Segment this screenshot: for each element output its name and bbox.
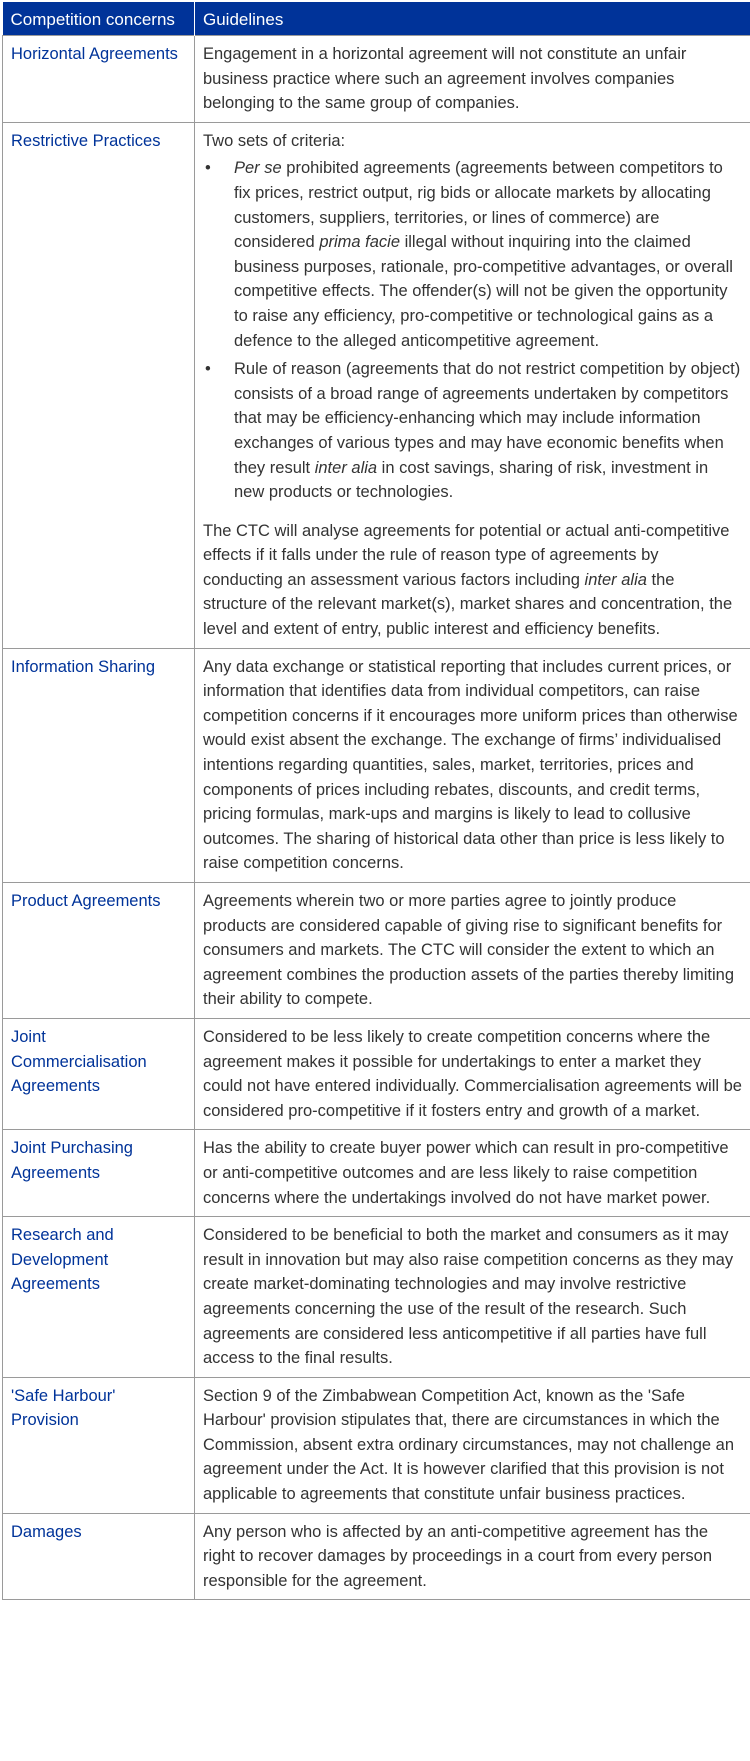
- concern-cell: Joint Purchasing Agreements: [3, 1130, 195, 1217]
- guideline-cell: Any person who is affected by an anti-competitive agreement has the right to recover damages by proceedings in a court from every person responsible for the agreement.: [195, 1513, 750, 1600]
- concern-cell: Research and Development Agreements: [3, 1217, 195, 1378]
- emphasis-text: prima facie: [319, 233, 401, 252]
- table-row: [3, 1217, 750, 1378]
- list-item: [203, 357, 742, 505]
- guideline-cell: Section 9 of the Zimbabwean Competition Act, known as the 'Safe Harbour' provision stipulates that, there are circumstances in which the Commission, absent extra ordinary circumstances, may not challenge an agreement under the Act. It is however clarified that this provision is not applicable to agreements that constitute unfair business practices.: [195, 1377, 750, 1513]
- header-competition-concerns: Competition concerns: [3, 2, 195, 36]
- bullet-icon: •: [205, 360, 211, 379]
- table-row: [3, 648, 750, 882]
- concern-cell: Damages: [3, 1513, 195, 1600]
- guideline-intro: Two sets of criteria:: [203, 131, 346, 150]
- guideline-cell: Considered to be beneficial to both the market and consumers as it may result in innovation but may also raise competition concerns as they may create market-dominating technologies and may involve restrictive agreements concerning the use of the result of the research. Such agreements are considered less anticompetitive if all parties have full access to the final results.: [195, 1217, 750, 1378]
- guideline-conclusion: [203, 519, 742, 642]
- paragraph-text: the structure of the relevant market(s), market shares and concentration, the level and extent of entry, public interest and efficiency benefits.: [203, 570, 733, 639]
- list-item: [203, 156, 742, 353]
- paragraph-text: The CTC will analyse agreements for potential or actual anti-competitive effects if it falls under the rule of reason type of agreements by conducting an assessment various factors including: [203, 521, 730, 589]
- list-item-text: in cost savings, sharing of risk, investment in new products or technologies.: [234, 458, 709, 502]
- concern-cell: Joint Commercialisation Agreements: [3, 1018, 195, 1129]
- bullet-icon: •: [205, 159, 211, 178]
- header-guidelines: Guidelines: [195, 2, 750, 36]
- table-row: [3, 122, 750, 648]
- emphasis-text: inter alia: [314, 458, 378, 477]
- criteria-list: [203, 156, 742, 504]
- table-row: [3, 1130, 750, 1217]
- guideline-cell: Considered to be less likely to create competition concerns where the agreement makes it possible for undertakings to enter a market they could not have entered individually. Commercialisation agreements will be considered pro-competitive if it fosters entry and growth of a market.: [195, 1018, 750, 1129]
- concern-cell: Restrictive Practices: [3, 122, 195, 648]
- concern-cell: Product Agreements: [3, 883, 195, 1019]
- guideline-cell: [195, 122, 750, 648]
- guidelines-table: [2, 2, 750, 1600]
- concern-cell: Horizontal Agreements: [3, 36, 195, 123]
- guideline-cell: Has the ability to create buyer power which can result in pro-competitive or anti-competitive outcomes and are less likely to raise competition concerns where the undertakings involved do not have market power.: [195, 1130, 750, 1217]
- table-row: [3, 883, 750, 1019]
- guideline-cell: Agreements wherein two or more parties agree to jointly produce products are considered capable of giving rise to significant benefits for consumers and markets. The CTC will consider the extent to which an agreement combines the production assets of the parties thereby limiting their ability to compete.: [195, 883, 750, 1019]
- guideline-cell: Engagement in a horizontal agreement will not constitute an unfair business practice where such an agreement involves companies belonging to the same group of companies.: [195, 36, 750, 123]
- table-row: [3, 1377, 750, 1513]
- concern-cell: Information Sharing: [3, 648, 195, 882]
- guideline-cell: Any data exchange or statistical reporting that includes current prices, or information that identifies data from individual competitors, can raise competition concerns if it encourages more uniform prices than otherwise would exist absent the exchange. The exchange of firms’ individualised intentions regarding quantities, sales, market, territories, prices and components of prices including rebates, discounts, and credit terms, pricing formulas, mark-ups and margins is likely to lead to collusive outcomes. The sharing of historical data other than price is less likely to raise competition concerns.: [195, 648, 750, 882]
- emphasis-text: inter alia: [584, 570, 647, 589]
- table-row: [3, 36, 750, 123]
- list-item-text: Rule of reason (agreements that do not restrict competition by object) consists of a broad range of agreements undertaken by competitors that may be efficiency-enhancing which may include information exchanges of various types and may have economic benefits when they result: [234, 360, 741, 477]
- table-header-row: [3, 2, 750, 36]
- list-item-text: prohibited agreements (agreements between competitors to fix prices, restrict output, rig bids or allocate markets by allocating customers, suppliers, territories, or lines of commerce) are considered: [234, 159, 723, 252]
- table-row: [3, 1018, 750, 1129]
- concern-cell: 'Safe Harbour' Provision: [3, 1377, 195, 1513]
- emphasis-text: Per se: [234, 159, 282, 178]
- table-row: [3, 1513, 750, 1600]
- list-item-text: illegal without inquiring into the claimed business purposes, rationale, pro-competitive advantages, or overall competitive effects. The offender(s) will not be given the opportunity to raise any efficiency, pro-competitive or technological gains as a defence to the alleged anticompetitive agreement.: [234, 233, 733, 350]
